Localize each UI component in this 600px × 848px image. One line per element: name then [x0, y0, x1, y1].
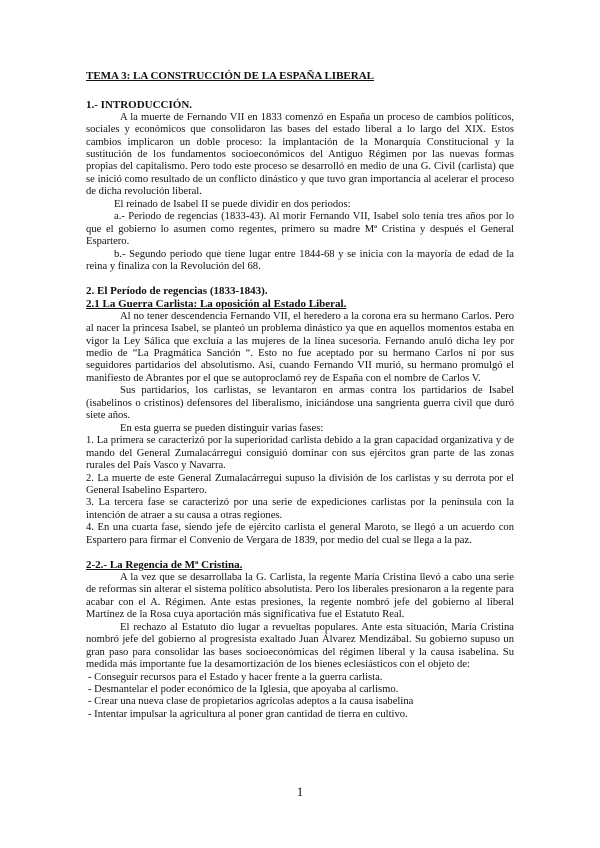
section-2-1-heading: 2.1 La Guerra Carlista: La oposición al Estado Liberal.: [86, 298, 347, 311]
phase-item: 2. La muerte de este General Zumalacárregui supuso la división de los carlistas y su derrota por el General Isabelino Espartero.: [86, 472, 514, 497]
section-2-1-paragraph-2: Sus partidarios, los carlistas, se levantaron en armas contra los partidarios de Isabel (isabelinos o cristinos) defensores del liberalismo, iniciándose una sangrienta guerra civil que duró siete años.: [86, 385, 514, 422]
section-2-heading: 2. El Período de regencias (1833-1843).: [86, 285, 268, 298]
phase-item: 4. En una cuarta fase, siendo jefe de ejército carlista el general Maroto, se llegó a un acuerdo con Espartero para firmar el Convenio de Vergara de 1839, por medio del cual se llega a la paz.: [86, 522, 514, 546]
phase-item: 1. La primera se caracterizó por la superioridad carlista debido a la gran capacidad organizativa y de mando del General Zumalacárregui consiguió dominar con sus ejércitos gran parte de las zonas rurales del País Vasco y Navarra.: [86, 435, 514, 472]
objective-item: - Desmantelar el poder económico de la Iglesia, que apoyaba al carlismo.: [88, 683, 399, 695]
document-page: [86, 70, 514, 721]
document-title: TEMA 3: LA CONSTRUCCIÓN DE LA ESPAÑA LIBERAL: [86, 70, 374, 82]
section-2-2-heading: 2-2.- La Regencia de Mª Cristina.: [86, 559, 243, 572]
section-1-paragraph-1: A la muerte de Fernando VII en 1833 comenzó en España un proceso de cambios políticos, sociales y económicos que consolidaron las bases del estado liberal a lo largo del XIX. Estos cambios implicaron un doble proceso: la implantación de la Monarquía Constitucional y la sustitución de los fundamentos socioeconómicos del Antiguo Régimen por las nuevas formas propias del capitalismo. Pero todo este proceso se desarrolló en medio de una G. Civil (carlista) que se inició como resultado de un conflicto dinástico y que tuvo gran importancia al acelerar el proceso de dicha revolución liberal.: [86, 111, 514, 198]
objective-item: - Crear una nueva clase de propietarios agrícolas adeptos a la causa isabelina: [88, 696, 414, 708]
section-1-paragraph-2: El reinado de Isabel II se puede dividir en dos periodos:: [114, 198, 351, 210]
section-2-1-paragraph-1: Al no tener descendencia Fernando VII, el heredero a la corona era su hermano Carlos. Pero al nacer la princesa Isabel, se planteó un problema dinástico ya que en aquellos momentos estaba en vigor la Ley Sálica que excluía a las mujeres de la línea sucesoria. Fernando anuló dicha ley por medio de “La Pragmática Sanción “. Esto no fue aceptado por su hermano Carlos ni por sus seguidores partidarios del absolutismo. Así, cuando Fernando VII murió, su hermano promulgó el manifiesto de Abrantes por el que se autoproclamó rey de España con el nombre de Carlos V.: [86, 310, 514, 384]
objective-item: - Conseguir recursos para el Estado y hacer frente a la guerra carlista.: [88, 671, 383, 683]
page-number: 1: [296, 784, 304, 799]
phase-item: 3. La tercera fase se caracterizó por una serie de expediciones carlistas por la península con la intención de atraer a su causa a otras regiones.: [86, 497, 514, 521]
section-1-item-a: a.- Periodo de regencias (1833-43). Al morir Fernando VII, Isabel solo tenía tres años por lo que el gobierno lo asumen como regentes, primero su madre Mª Cristina y después el General Espartero.: [86, 211, 514, 248]
section-2-2-paragraph-2: El rechazo al Estatuto dio lugar a revueltas populares. Ante esta situación, María Cristina nombró jefe del gobierno al progresista exaltado Juan Álvarez Mendizábal. Su gobierno supuso un gran paso para consolidar las bases socioeconómicas del régimen liberal y la causa isabelina. Su medida más importante fue la desamortización de los bienes eclesiásticos con el objeto de:: [86, 621, 514, 671]
section-2-1-paragraph-3: En esta guerra se pueden distinguir varias fases:: [120, 422, 324, 434]
section-1-heading: 1.- INTRODUCCIÓN.: [86, 99, 193, 111]
section-1-item-b: b.- Segundo periodo que tiene lugar entre 1844-68 y se inicia con la mayoría de edad de la reina y finaliza con la Revolución del 68.: [86, 248, 514, 273]
objective-item: - Intentar impulsar la agricultura al poner gran cantidad de tierra en cultivo.: [88, 708, 408, 720]
section-2-2-paragraph-1: A la vez que se desarrollaba la G. Carlista, la regente María Cristina llevó a cabo una serie de reformas sin alterar el sistema político absolutista. Pero los liberales presionaron a la regente para acabar con el A. Régimen. Ante estas presiones, la regente nombró jefe del gobierno al liberal Martínez de la Rosa cuya aportación más significativa fue el Estatuto Real.: [86, 571, 514, 621]
